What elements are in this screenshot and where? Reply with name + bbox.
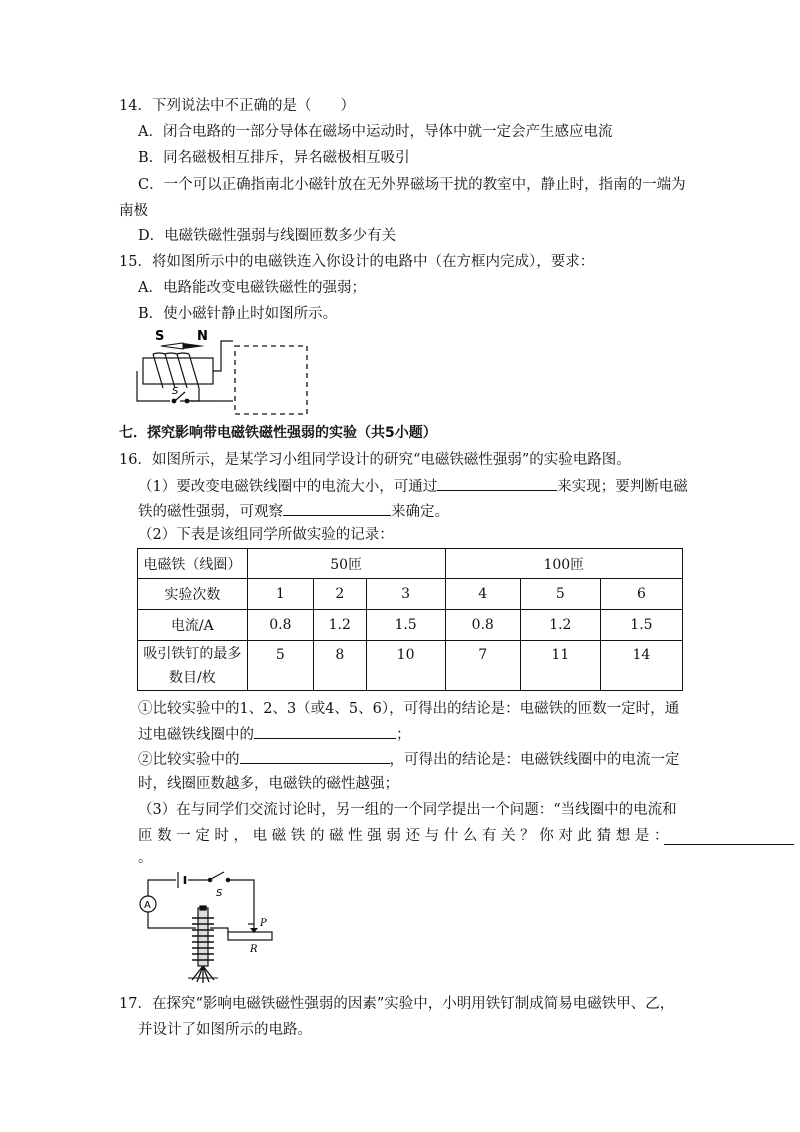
q17-stem-line1: 17．在探究“影响电磁铁磁性强弱的因素”实验中，小明用铁钉制成简易电磁铁甲、乙， — [119, 996, 675, 1012]
circled-2-marker: ② — [138, 752, 153, 768]
table-label-trial: 实验次数 — [138, 579, 248, 610]
table-row — [138, 610, 683, 641]
q16-part1-line1 — [138, 476, 688, 497]
q16-conclusion2-line2: 时，线圈匝数越多，电磁铁的磁性越强； — [138, 776, 399, 792]
q14-option-c-cont: 南极 — [119, 203, 148, 219]
answer-blank-method[interactable] — [437, 476, 557, 491]
table-label-nails-line1: 吸引铁钉的最多 — [143, 645, 242, 662]
compass-n-label: N — [197, 329, 208, 344]
table-row — [138, 549, 683, 579]
q16-conclusion1-line2 — [138, 724, 411, 745]
table-cell: 8 — [314, 641, 367, 691]
table-cell: 0.8 — [445, 610, 520, 641]
ammeter-label: A — [144, 900, 151, 911]
q14-option-d: D．电磁铁磁性强弱与线圈匝数多少有关 — [138, 228, 397, 244]
table-cell: 3 — [366, 579, 445, 610]
table-cell: 1.5 — [366, 610, 445, 641]
compass-s-label: S — [155, 329, 165, 344]
table-cell: 1 — [247, 579, 313, 610]
q16-data-table — [137, 548, 683, 691]
table-cell: 2 — [314, 579, 367, 610]
table-cell: 5 — [247, 641, 313, 691]
q15-electromagnet-figure — [125, 326, 315, 418]
answer-blank-observation[interactable] — [283, 501, 391, 516]
q14-option-a: A．闭合电路的一部分导体在磁场中运动时，导体中就一定会产生感应电流 — [138, 124, 613, 140]
switch-s-label: S — [216, 888, 223, 899]
iron-core — [143, 358, 213, 384]
q16-part1-text-b: 来实现；要判断电磁 — [557, 479, 688, 495]
table-label-current: 电流/A — [138, 610, 248, 641]
q16-conclusion1-line1 — [138, 699, 679, 719]
q16-part3-text-b: 匝 数 一 定 时 ， 电 磁 铁 的 磁 性 强 弱 还 与 什 么 有 关 ？ 你 对 此 猜 想 是 ： — [138, 828, 669, 844]
slider-p-label: P — [260, 918, 267, 929]
q16-part3-line1: （3）在与同学们交流讨论时，另一组的一个同学提出一个问题：“当线圈中的电流和 — [138, 802, 677, 818]
table-header-100-turns: 100匝 — [445, 549, 682, 579]
table-row — [138, 579, 683, 610]
electromagnet-icon — [192, 906, 214, 966]
answer-blank-conclusion1[interactable] — [254, 724, 396, 739]
q16-part1-text-a: （1）要改变电磁铁线圈中的电流大小，可通过 — [138, 479, 438, 495]
q16-conclusion1-text-a: 比较实验中的1、2、3（或4、5、6），可得出的结论是：电磁铁的匝数一定时，通 — [152, 701, 680, 717]
q15-stem: 15．将如图所示中的电磁铁连入你设计的电路中（在方框内完成），要求： — [119, 254, 595, 270]
table-cell: 10 — [366, 641, 445, 691]
q16-part2: （2）下表是该组同学所做实验的记录： — [138, 527, 394, 543]
q16-part1-line2 — [138, 501, 449, 522]
battery-icon — [178, 872, 185, 888]
q16-conclusion2-text-a: 比较实验中的 — [152, 752, 240, 768]
switch-icon — [208, 872, 230, 882]
rheostat-r-label: R — [250, 944, 258, 955]
q15-requirement-b: B．使小磁针静止时如图所示。 — [138, 306, 338, 322]
table-header-coil: 电磁铁（线圈） — [138, 549, 248, 579]
iron-nails-icon — [188, 966, 218, 983]
table-cell: 1.5 — [600, 610, 682, 641]
table-row — [138, 641, 683, 691]
q16-conclusion2-line1 — [138, 749, 680, 770]
table-cell: 11 — [520, 641, 600, 691]
q16-part1-text-c: 铁的磁性强弱，可观察 — [138, 504, 283, 520]
table-header-50-turns: 50匝 — [247, 549, 445, 579]
q16-conclusion2-text-b: ，可得出的结论是：电磁铁线圈中的电流一定 — [389, 752, 680, 768]
ammeter-icon — [140, 896, 156, 912]
q17-stem-line2: 并设计了如图所示的电路。 — [138, 1022, 312, 1038]
q14-option-b: B．同名磁极相互排斥，异名磁极相互吸引 — [138, 150, 410, 166]
q15-requirement-a: A．电路能改变电磁铁磁性的强弱； — [138, 280, 366, 296]
q16-circuit-figure — [130, 866, 290, 984]
q16-part1-text-d: 来确定。 — [391, 504, 449, 520]
q16-part3-line2 — [138, 826, 668, 846]
answer-blank-guess[interactable] — [664, 830, 794, 845]
switch-s-label: S — [172, 386, 179, 397]
answer-blank-comparison[interactable] — [240, 749, 390, 764]
table-cell: 4 — [445, 579, 520, 610]
table-label-nails — [138, 641, 248, 691]
table-cell: 14 — [600, 641, 682, 691]
design-box[interactable] — [235, 346, 307, 414]
q16-conclusion1-text-c: ； — [396, 727, 411, 743]
table-cell: 6 — [600, 579, 682, 610]
circled-1-marker: ① — [138, 701, 153, 717]
table-cell: 0.8 — [247, 610, 313, 641]
table-label-nails-line2: 数目/枚 — [169, 669, 216, 686]
q16-conclusion1-text-b: 过电磁铁线圈中的 — [138, 727, 254, 743]
table-cell: 7 — [445, 641, 520, 691]
table-cell: 1.2 — [520, 610, 600, 641]
q14-option-c: C．一个可以正确指南北小磁针放在无外界磁场干扰的教室中，静止时，指南的一端为 — [138, 177, 686, 193]
table-cell: 1.2 — [314, 610, 367, 641]
q16-stem: 16．如图所示，是某学习小组同学设计的研究“电磁铁磁性强弱”的实验电路图。 — [119, 452, 631, 468]
q14-stem: 14．下列说法中不正确的是（ ） — [119, 98, 355, 114]
q16-part3-line3: 。 — [138, 850, 153, 866]
section-7-title: 七．探究影响带电磁铁磁性强弱的实验（共5小题） — [119, 425, 437, 441]
table-cell: 5 — [520, 579, 600, 610]
